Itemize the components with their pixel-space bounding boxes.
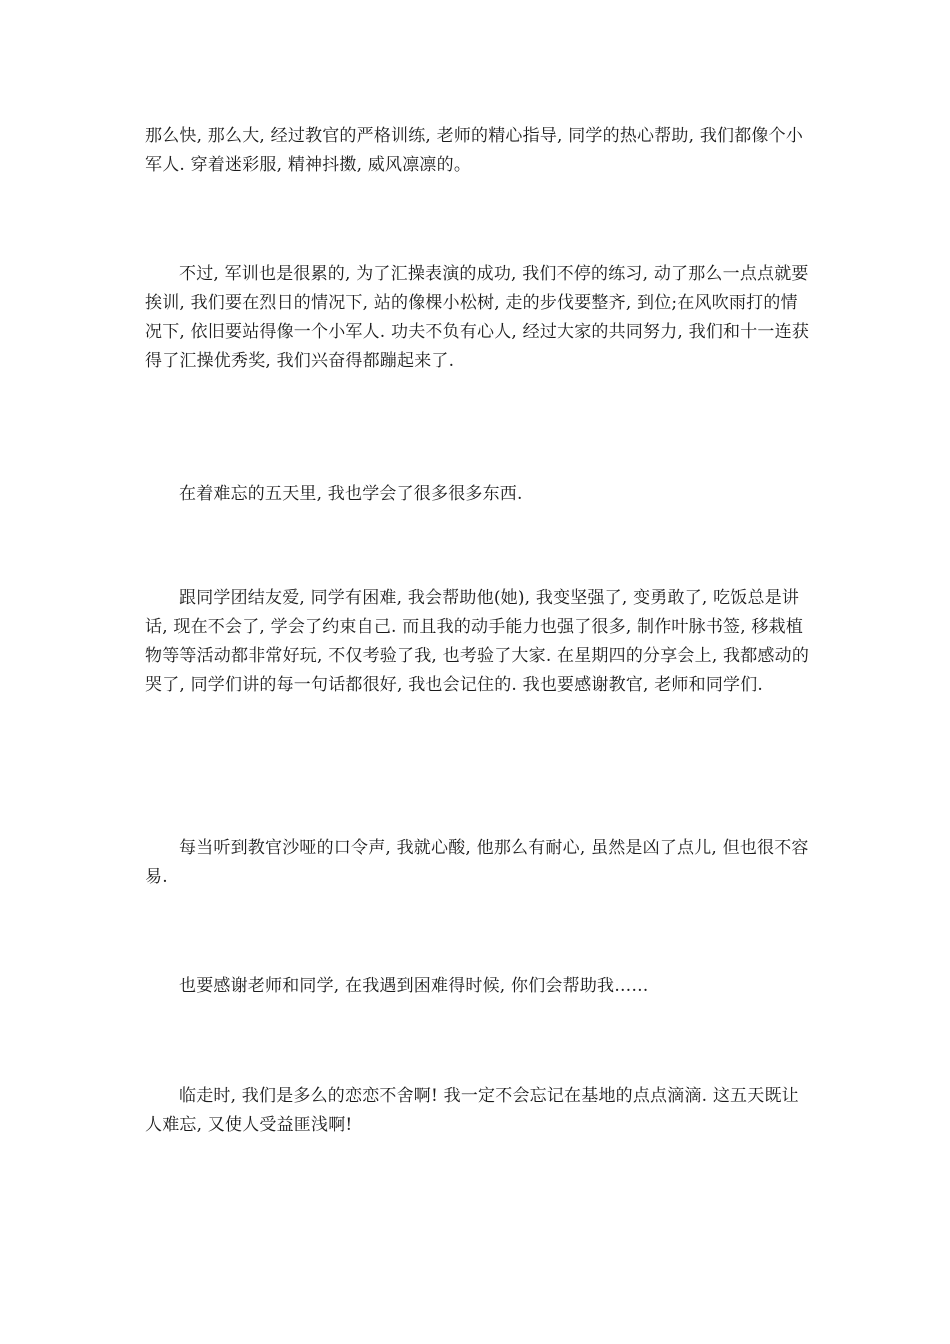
- paragraph-5: 每当听到教官沙哑的口令声, 我就心酸, 他那么有耐心, 虽然是凶了点儿, 但也很不容易.: [145, 838, 809, 887]
- paragraph-1: 那么快, 那么大, 经过教官的严格训练, 老师的精心指导, 同学的热心帮助, 我们都像个小军人. 穿着迷彩服, 精神抖擞, 威风凛凛的。: [145, 126, 804, 175]
- paragraph-4: 跟同学团结友爱, 同学有困难, 我会帮助他(她), 我变坚强了, 变勇敢了, 吃饭总是讲话, 现在不会了, 学会了约束自己. 而且我的动手能力也强了很多, 制作叶脉书签, 移栽植物等等活动都非常好玩, 不仅考验了我, 也考验了大家. 在星期四的分享会上, 我都感动的哭了, 同学们讲的每一句话都很好, 我也会记住的. 我也要感谢教官, 老师和同学们.: [145, 588, 810, 695]
- paragraph-6: 也要感谢老师和同学, 在我遇到困难得时候, 你们会帮助我……: [179, 976, 649, 996]
- paragraph-3: 在着难忘的五天里, 我也学会了很多很多东西.: [179, 484, 523, 504]
- paragraph-7: 临走时, 我们是多么的恋恋不舍啊! 我一定不会忘记在基地的点点滴滴. 这五天既让人难忘, 又使人受益匪浅啊!: [145, 1086, 799, 1135]
- paragraph-2: 不过, 军训也是很累的, 为了汇操表演的成功, 我们不停的练习, 动了那么一点点就要挨训, 我们要在烈日的情况下, 站的像棵小松树, 走的步伐要整齐, 到位;在风吹雨打的情况下, 依旧要站得像一个小军人. 功夫不负有心人, 经过大家的共同努力, 我们和十一连获得了汇操优秀奖, 我们兴奋得都蹦起来了.: [145, 264, 810, 371]
